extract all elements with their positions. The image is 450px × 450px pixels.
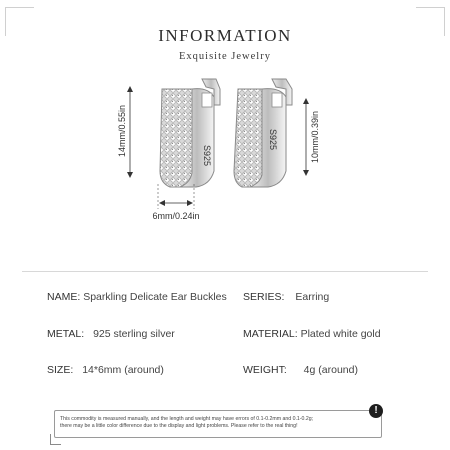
spec-material-value: Plated white gold: [300, 328, 381, 340]
spec-weight-value: 4g (around): [303, 364, 358, 376]
spec-name-label: NAME:: [47, 291, 81, 303]
height-label-left: 14mm/0.55in: [117, 104, 127, 158]
height-dimension-left: [117, 86, 133, 178]
spec-metal: [47, 328, 175, 340]
spec-size: [47, 364, 164, 376]
spec-metal-label: METAL:: [47, 328, 85, 340]
exclamation-icon: !: [369, 404, 383, 418]
spec-weight: [243, 364, 358, 376]
spec-material: [243, 328, 381, 340]
hallmark-right: S925: [268, 129, 278, 151]
spec-metal-value: 925 sterling silver: [93, 328, 175, 340]
page-subtitle: Exquisite Jewelry: [179, 51, 271, 62]
spec-weight-label: WEIGHT:: [243, 364, 287, 376]
section-divider: [22, 271, 428, 272]
page-title: INFORMATION: [158, 26, 292, 45]
spec-name-value: Sparkling Delicate Ear Buckles: [83, 291, 227, 303]
earring-illustration: [110, 75, 340, 255]
left-earring: [160, 79, 220, 187]
hallmark-left: S925: [202, 145, 212, 167]
spec-material-label: MATERIAL:: [243, 328, 298, 340]
height-dimension-right: [303, 98, 320, 176]
height-label-right: 10mm/0.39in: [310, 110, 320, 164]
width-label: 6mm/0.24in: [152, 211, 200, 221]
spec-size-value: 14*6mm (around): [82, 364, 164, 376]
spec-series-label: SERIES:: [243, 291, 285, 303]
note-line-1: This commodity is measured manually, and the length and weight may have errors of 0.1-0.2mm and 0.1-0.2g;: [60, 416, 314, 422]
right-earring: [234, 79, 292, 187]
note-text: [60, 416, 380, 430]
spec-series: [243, 291, 329, 303]
width-dimension: [152, 184, 199, 221]
spec-size-label: SIZE:: [47, 364, 74, 376]
note-line-2: there may be a little color difference due to the display and light problems. Please refer to the real thing!: [60, 423, 298, 429]
spec-series-value: Earring: [295, 291, 330, 303]
spec-name: [47, 291, 227, 303]
